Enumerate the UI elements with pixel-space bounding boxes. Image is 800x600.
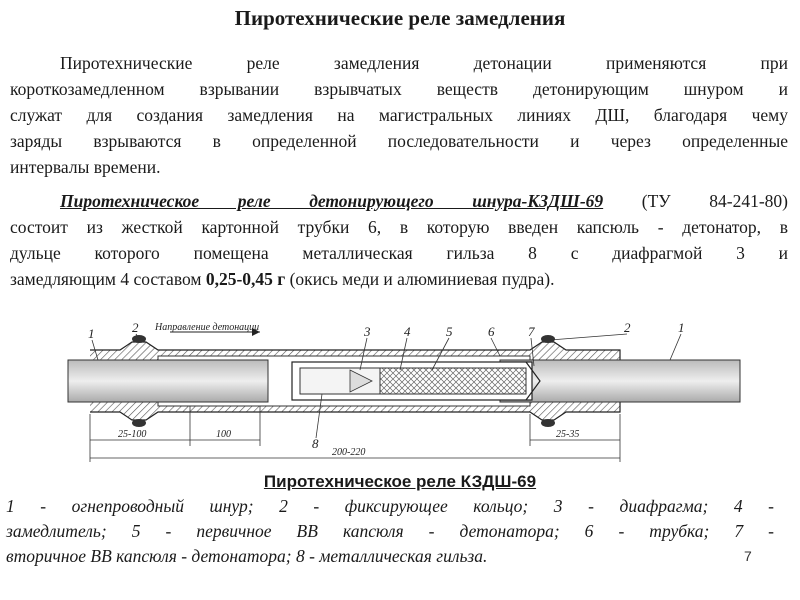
detonator-capsule [292,362,540,400]
figure-caption: Пиротехническое реле КЗДШ-69 [263,472,537,491]
label-2-right: 2 [624,322,631,335]
paragraph-intro-line: интервалы времени. [10,157,161,177]
label-4: 4 [404,324,411,339]
device-spec: (ТУ 84-241-80) [603,191,789,211]
composition-end: (окись меди и алюминиевая пудра). [285,269,555,289]
paragraph-description-line [10,266,788,292]
legend-line: вторичное ВВ капсюля - детонатора; 8 - металлическая гильза. [6,546,488,566]
dimension-total: 200-220 [332,447,366,458]
label-6: 6 [488,324,495,339]
paragraph-description-line: состоит из жесткой картонной трубки 6, в которую введен капсюль - детонатор, в [10,217,788,237]
slide-title: Пиротехнические реле замедления [234,6,566,30]
left-fuse-cord [68,360,268,402]
right-fuse-cord [500,360,740,402]
paragraph-description-line: дульце которого помещена металлическая гильза 8 с диафрагмой 3 и [10,243,788,263]
relay-diagram [60,322,750,470]
composition-start: замедляющим 4 составом [10,269,206,289]
dimension-mid: 100 [216,429,231,440]
device-term: Пиротехническое реле детонирующего шнура-КЗДШ-69 [60,191,604,211]
label-1-left: 1 [88,326,95,341]
composition-mass: 0,25-0,45 г [205,269,286,289]
direction-label: Направление детонации [155,322,260,333]
paragraph-intro-line: короткозамедленном взрывании взрывчатых веществ детонирующим шнуром и [10,79,788,99]
paragraph-intro [10,50,788,180]
label-7: 7 [528,324,535,339]
label-3: 3 [364,324,371,339]
legend-line: 1 - огнепроводный шнур; 2 - фиксирующее кольцо; 3 - диафрагма; 4 - [6,496,774,516]
right-ring-bottom [541,419,555,427]
label-1-right: 1 [678,322,685,335]
page-number: 7 [744,548,752,564]
paragraph-description-line [10,188,788,214]
paragraph-description [10,188,788,292]
paragraph-intro-line: заряды взрываются в определенной последовательности и через определенные [10,131,788,151]
right-ring-top [541,335,555,343]
label-5: 5 [446,324,453,339]
legend-line: замедлитель; 5 - первичное ВВ капсюля - детонатора; 6 - трубка; 7 - [6,521,774,541]
paragraph-intro-line: служат для создания замедления на магистральных линиях ДШ, благодаря чему [10,105,788,125]
label-2-left: 2 [132,322,139,335]
dimension-left: 25-100 [118,429,147,440]
dimension-right: 25-35 [556,429,580,440]
left-ring-bottom [132,419,146,427]
figure-legend [6,494,774,569]
paragraph-intro-line: Пиротехнические реле замедления детонации применяются при [60,53,788,73]
label-8: 8 [312,436,319,451]
